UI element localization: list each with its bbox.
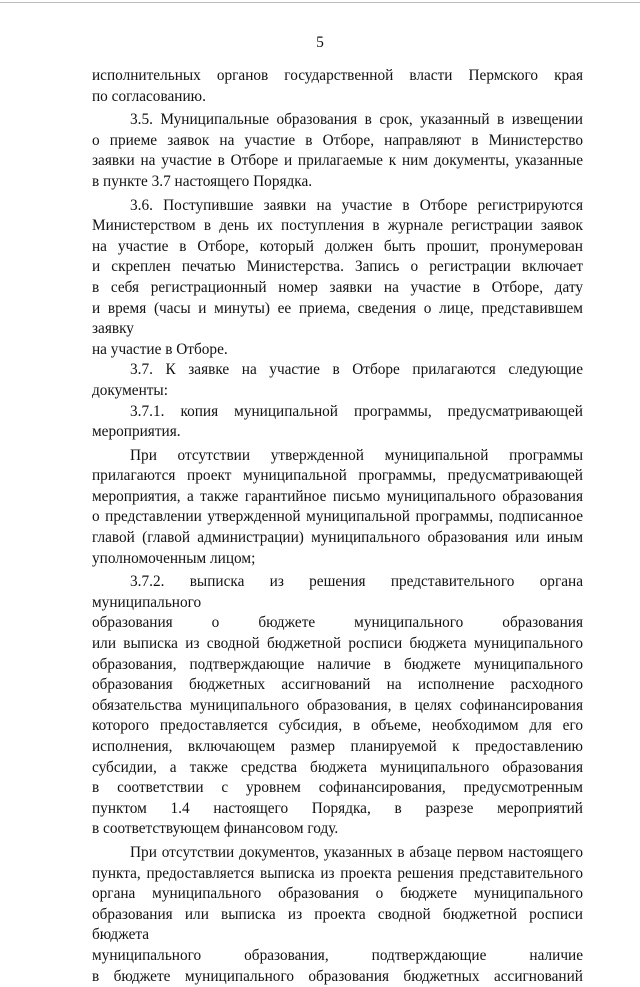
text-line: пункта, предоставляется выписка из проекта решения представительного (92, 864, 583, 882)
text-line: мероприятия. (92, 423, 181, 441)
text-line: о приеме заявок на участие в Отборе, направляют в Министерство (92, 131, 583, 149)
text-line: главой (главой администрации) муниципального образования или иным (92, 529, 583, 547)
text-line: в соответствующем финансовом году. (92, 820, 339, 838)
text-line: 3.7. К заявке на участие в Отборе прилагаются следующие документы: (92, 361, 583, 399)
text-line: образования или выписка из проекта сводной бюджетной росписи бюджета (92, 905, 583, 944)
text-line: и скреплен печатью Министерства. Запись о регистрации включает (92, 258, 583, 276)
text-line: прилагаются проект муниципальной программы, предусматривающей (92, 467, 583, 485)
text-line: о представлении утвержденной муниципальной программы, подписанное (92, 508, 583, 526)
body-text (92, 66, 583, 987)
text-line: Министерством в день их поступления в журнале регистрации заявок (92, 217, 583, 235)
text-line: обязательства муниципального образования, в целях софинансирования (92, 696, 583, 714)
text-line: 3.7.1. копия муниципальной программы, предусматривающей (130, 402, 583, 420)
text-line: в пункте 3.7 настоящего Порядка. (92, 172, 313, 190)
text-line: и время (часы и минуты) ее приема, сведения о лице, представившем заявку (92, 299, 583, 338)
text-line: При отсутствии утвержденной муниципальной программы (130, 446, 583, 464)
text-line: образования, подтверждающие наличие в бюджете муниципального (92, 655, 583, 673)
text-line: уполномоченным лицом; (92, 549, 256, 567)
text-line: органа муниципального образования о бюджете муниципального (92, 885, 583, 903)
text-line: в соответствии с уровнем софинансирования, предусмотренным (92, 779, 583, 797)
text-line: муниципального образования, подтверждающие наличие (92, 946, 583, 964)
text-line: При отсутствии документов, указанных в абзаце первом настоящего (130, 843, 583, 861)
scan-edge-line (0, 2, 640, 3)
text-line: образования бюджетных ассигнований на исполнение расходного (92, 676, 583, 694)
text-line: на участие в Отборе. (92, 340, 228, 358)
text-line: заявки на участие в Отборе и прилагаемые к ним документы, указанные (92, 152, 583, 170)
text-line: 3.5. Муниципальные образования в срок, указанный в извещении (130, 111, 583, 129)
text-line: образования о бюджете муниципального образования (92, 614, 583, 632)
text-line: в бюджете муниципального образования бюджетных ассигнований (92, 967, 583, 985)
text-line: или выписка из сводной бюджетной росписи бюджета муниципального (92, 635, 583, 653)
text-line: 3.6. Поступившие заявки на участие в Отборе регистрируются (130, 196, 583, 214)
text-line: исполнительных органов государственной власти Пермского края (92, 67, 583, 84)
text-line: пунктом 1.4 настоящего Порядка, в разрезе мероприятий (92, 799, 583, 817)
text-line: на участие в Отборе, который должен быть прошит, пронумерован (92, 237, 583, 255)
text-line: в себя регистрационный номер заявки на участие в Отборе, дату (92, 278, 583, 296)
text-line: субсидии, а также средства бюджета муниципального образования (92, 758, 583, 776)
text-line: 3.7.2. выписка из решения представительного органа муниципального (92, 573, 583, 611)
text-line: которого предоставляется субсидия, в объеме, необходимом для его (92, 717, 583, 735)
text-line: по согласованию. (92, 87, 206, 105)
text-line: исполнения, включающем размер планируемой к предоставлению (92, 738, 583, 755)
page-number: 5 (316, 34, 324, 51)
text-line: мероприятия, а также гарантийное письмо муниципального образования (92, 487, 583, 505)
